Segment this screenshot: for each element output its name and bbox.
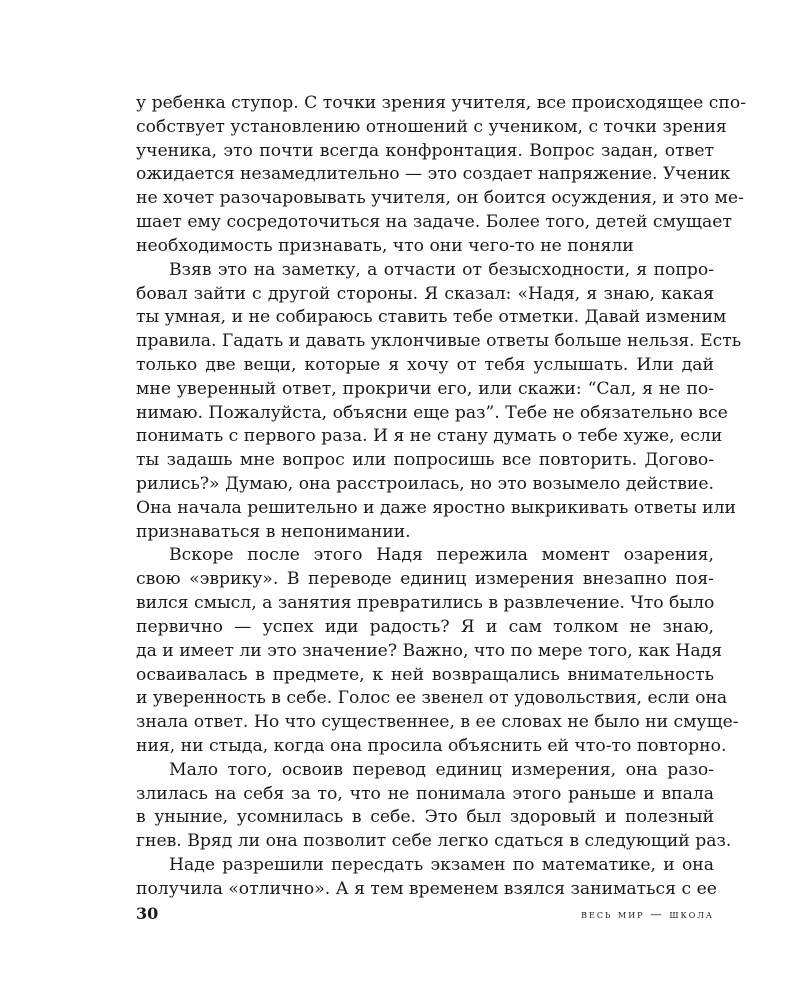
page-footer <box>136 903 714 925</box>
text-line: Мало того, освоив перевод единиц измерения, она разо- <box>169 759 714 780</box>
text-line: мне уверенный ответ, прокричи его, или скажи: “Сал, я не по- <box>136 378 714 399</box>
body-text <box>136 92 747 902</box>
text-line: необходимость признавать, что они чего-то не поняли <box>136 235 634 256</box>
text-line: Вскоре после этого Надя пережила момент озарения, <box>169 545 714 566</box>
text-line: не хочет разочаровывать учителя, он боится осуждения, и это ме- <box>136 188 744 209</box>
text-line: у ребенка ступор. С точки зрения учителя, все происходящее спо- <box>136 93 747 113</box>
text-line: правила. Гадать и давать уклончивые ответы больше нельзя. Есть <box>136 331 742 352</box>
text-line: признаваться в непонимании. <box>136 521 411 542</box>
text-line: Наде разрешили пересдать экзамен по математике, и она <box>169 855 714 875</box>
text-line: знала ответ. Но что существеннее, в ее словах не было ни смуще- <box>136 712 739 733</box>
text-line: собствует установлению отношений с учеником, с точки зрения <box>136 116 727 137</box>
text-line: гнев. Вряд ли она позволит себе легко сдаться в следующий раз. <box>136 831 732 852</box>
text-line: да и имеет ли это значение? Важно, что по мере того, как Надя <box>136 640 723 661</box>
text-line: ния, ни стыда, когда она просила объяснить ей что-то повторно. <box>136 735 727 756</box>
text-line: только две вещи, которые я хочу от тебя услышать. Или дай <box>136 354 714 375</box>
text-line: ты умная, и не собираюсь ставить тебе отметки. Давай изменим <box>136 307 727 328</box>
text-line: ты задашь мне вопрос или попросишь все повторить. Догово- <box>136 450 714 471</box>
text-line: бовал зайти с другой стороны. Я сказал: «Надя, я знаю, какая <box>136 283 714 304</box>
text-line: злилась на себя за то, что не понимала этого раньше и впала <box>136 783 714 804</box>
text-line: осваивалась в предмете, к ней возвращались внимательность <box>136 664 714 685</box>
text-line: Она начала решительно и даже яростно выкрикивать ответы или <box>136 497 737 518</box>
text-line: Взяв это на заметку, а отчасти от безысходности, я попро- <box>169 259 714 280</box>
text-line: понимать с первого раза. И я не стану думать о тебе хуже, если <box>136 426 723 447</box>
text-line: получила «отлично». А я тем временем взялся заниматься с ее <box>136 878 717 899</box>
text-line: первично — успех иди радость? Я и сам толком не знаю, <box>136 616 714 637</box>
text-line: вился смысл, а занятия превратились в развлечение. Что было <box>136 593 715 614</box>
running-head: весь мир — школа <box>581 907 714 921</box>
page-number: 30 <box>136 904 159 923</box>
text-line: ученика, это почти всегда конфронтация. Вопрос задан, ответ <box>136 140 714 161</box>
text-line: и уверенность в себе. Голос ее звенел от удовольствия, если она <box>136 688 728 709</box>
text-line: ожидается незамедлительно — это создает напряжение. Ученик <box>136 164 731 185</box>
text-line: в уныние, усомнилась в себе. Это был здоровый и полезный <box>136 807 714 828</box>
text-line: шает ему сосредоточиться на задаче. Более того, детей смущает <box>136 212 732 233</box>
text-line: рились?» Думаю, она расстроилась, но это возымело действие. <box>136 474 714 494</box>
text-line: нимаю. Пожалуйста, объясни еще раз”. Тебе не обязательно все <box>136 402 728 423</box>
text-line: свою «эврику». В переводе единиц измерения внезапно поя- <box>136 569 714 590</box>
